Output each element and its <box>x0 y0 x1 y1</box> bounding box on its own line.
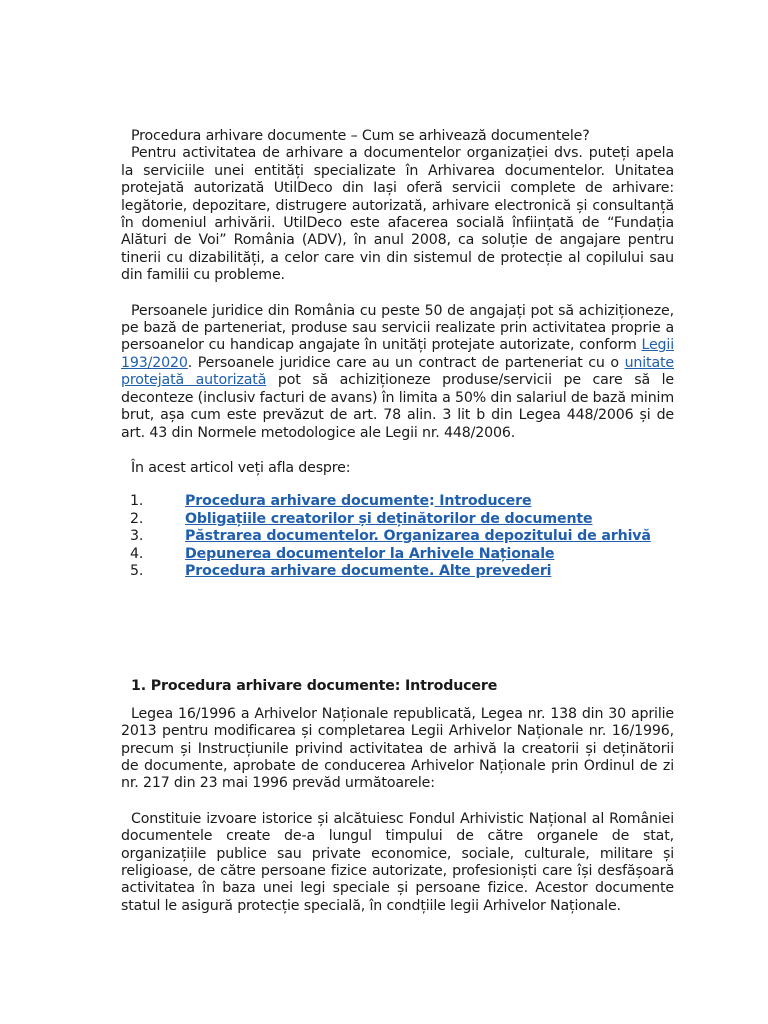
section-1-heading: 1. Procedura arhivare documente: Introducere <box>131 678 498 695</box>
section-1-paragraph-2: Constituie izvoare istorice și alcătuiesc Fondul Arhivistic Național al României documentele create de-a lungul timpului de către organele de stat, organizațiile publice sau private economice, sociale, culturale, militare și religioase, de către persoane fizice autorizate, profesioniști care își desfășoară activitatea în baza unei legi speciale și persoane fizice. Acestor documente statul le asigură protecție specială, în condțiile legii Arhivelor Naționale. <box>121 810 674 914</box>
toc-item-2[interactable] <box>121 511 674 528</box>
document-title-line: Procedura arhivare documente – Cum se arhivează documentele? <box>131 128 590 144</box>
toc-link-1-rest: Introducere <box>434 493 532 510</box>
toc-link-1-prefix: Procedura arhivare documente <box>185 493 429 510</box>
section-1-paragraph-1: Legea 16/1996 a Arhivelor Naționale republicată, Legea nr. 138 din 30 aprilie 2013 pentru modificarea și completarea Legii Arhivelor Naționale nr. 16/1996, precum și Instrucțiunile privind activitatea de arhivă la creatorii și deținătorii de documente, aprobate de conducerea Arhivelor Naționale prin Ordinul de zi nr. 217 din 23 mai 1996 prevăd următoarele: <box>121 705 674 792</box>
toc-link-introducere[interactable] <box>185 493 531 510</box>
toc-link-pastrare[interactable]: Păstrarea documentelor. Organizarea depozitului de arhivă <box>185 528 651 545</box>
intro-paragraph: Pentru activitatea de arhivare a documentelor organizației dvs. puteți apela la serviciile unei entități specializate în Arhivarea documentelor. Unitatea protejată autorizată UtilDeco din Iași oferă servicii complete de arhivare: legătorie, depozitare, distrugere autorizată, arhivare electronică și consultanță în domeniul arhivării. UtilDeco este afacerea socială înființată de “Fundația Alături de Voi” România (ADV), în anul 2008, ca soluție de angajare pentru tinerii cu dizabilități, a celor care vin din sistemul de protecție al copilului sau din familii cu probleme. <box>121 145 674 284</box>
toc-item-5[interactable] <box>121 563 674 580</box>
toc-link-depunere[interactable]: Depunerea documentelor la Arhivele Naționale <box>185 545 555 562</box>
toc-link-alte-prevederi[interactable]: Procedura arhivare documente. Alte prevederi <box>185 562 552 579</box>
toc-item-number: 1. <box>130 493 144 510</box>
law-193-2020-link[interactable]: Legii 193/2020 <box>121 337 674 371</box>
toc-item-number: 4. <box>130 545 144 562</box>
toc-item-1[interactable] <box>121 493 674 510</box>
document-page <box>121 128 674 915</box>
protected-unit-link[interactable]: unitate protejată autorizată <box>121 354 674 389</box>
toc-item-number: 5. <box>130 562 144 579</box>
toc-intro: În acest articol veți afla despre: <box>131 459 351 476</box>
toc-item-4[interactable] <box>121 546 674 563</box>
legal-paragraph-text-2: . Persoanele juridice care au un contract de parteneriat cu o <box>187 354 625 371</box>
toc-item-number: 2. <box>130 510 144 527</box>
legal-paragraph-text-3: pot să achiziționeze produse/servicii pe care să le deconteze (inclusiv facturi de avans) în limita a 50% din salariul de bază minim brut, așa cum este prevăzut de art. 78 alin. 3 lit b din Legea 448/2006 și de art. 43 din Normele metodologice ale Legii nr. 448/2006. <box>121 372 675 441</box>
toc-link-obligatii[interactable]: Obligațiile creatorilor și deținătorilor de documente <box>185 510 593 527</box>
table-of-contents <box>121 493 674 580</box>
legal-paragraph <box>121 303 674 442</box>
toc-item-3[interactable] <box>121 528 674 545</box>
legal-paragraph-text-1: Persoanele juridice din România cu peste 50 de angajați pot să achiziționeze, pe bază de parteneriat, produse sau servicii realizate prin activitatea proprie a persoanelor cu handicap angajate în unități protejate autorizate, conform <box>121 302 674 354</box>
toc-item-number: 3. <box>130 528 144 545</box>
toc-link-1-separator: : <box>428 493 435 510</box>
